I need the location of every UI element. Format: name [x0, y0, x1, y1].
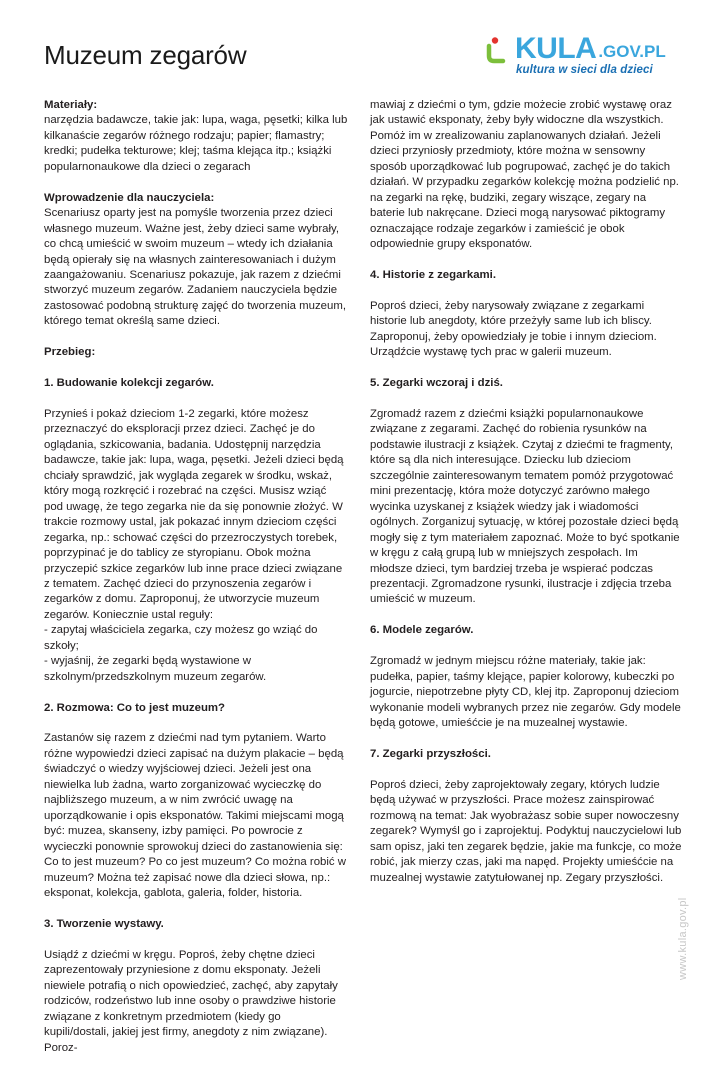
kula-logo[interactable]: [485, 34, 685, 84]
section-1-rule-2: - wyjaśnij, że zegarki będą wystawione w szkolnym/przedszkolnym muzeum zegarów.: [44, 655, 267, 683]
materials-heading: Materiały:: [44, 99, 98, 111]
right-column: [370, 98, 682, 901]
section-5-heading: 5. Zegarki wczoraj i dziś.: [370, 377, 503, 390]
section-6-heading: 6. Modele zegarów.: [370, 624, 474, 637]
page-title: Muzeum zegarów: [44, 40, 247, 70]
intro-heading: Wprowadzenie dla nauczyciela:: [44, 191, 215, 204]
section-4-text: Poproś dzieci, żeby narysowały związane z zegarkami historie lub anegdoty, które przeżyły same lub ich bliscy. Zaproponuj, żeby opowiedziały je tobie i innym dzieciom. Urządźcie wystawę tych prac w galerii muzeum.: [370, 299, 657, 359]
left-column: [44, 98, 348, 1071]
side-url: www.kula.gov.pl: [677, 897, 689, 980]
section-2-heading: 2. Rozmowa: Co to jest muzeum?: [44, 701, 225, 714]
section-7-text: Poproś dzieci, żeby zaprojektowały zegary, których ludzie będą używać w przyszłości. Prace możesz zainspirować rozmową na temat: Jak wyobrażasz sobie super nowoczesny zegarek? Wymyśl go i zaprojektuj. Podyktuj nauczycielowi lub sam opisz, jaki ten zegarek będzie, jakie ma funkcje, co może robić, jak mierzy czas, jaki ma napęd. Projekty umieśćcie na muzealnej wystawie zatytułowanej np. Zegary przyszłości.: [370, 778, 682, 884]
course-heading: Przebieg:: [44, 346, 96, 359]
logo-tagline: kultura w sieci dla dzieci: [516, 64, 653, 76]
section-1-heading: 1. Budowanie kolekcji zegarów.: [44, 377, 214, 390]
materials-text: narzędzia badawcze, takie jak: lupa, waga, pęsetki; kilka lub kilkanaście zegarów różnego rodzaju; papier; flamastry; kredki; pudełka tekturowe; klej; taśma klejąca itp.; książki popularnonaukowe dla dzieci o zegarach: [44, 114, 348, 173]
section-5-text: Zgromadź razem z dziećmi książki popularnonaukowe związane z zegarami. Zachęć do robienia rysunków na podstawie ilustracji z książek. Czytaj z dziećmi te fragmenty, które są dla nich interesujące. Dziecku lub dzieciom szczególnie zainteresowanym tematem pomóż przygotować mini prezentację, która może dotyczyć zarówno małego wycinka uzyskanej z książek wiedzy jak i wiadomości ogólnych. Zorganizuj sytuację, w której pozostałe dzieci będą mogły się z tym materiałem zapoznać. Może to być spotkanie w kręgu z całą grupą lub w mniejszych zespołach. Im młodsze dzieci, tym bardziej trzeba je wspierać podczas prezentacji. Zgromadzone rysunki, ilustracje i zdjęcia trzeba umieścić w muzeum.: [370, 408, 680, 606]
section-3-continued: mawiaj z dziećmi o tym, gdzie możecie zrobić wystawę oraz jak ustawić eksponaty, żeby były widoczne dla wszystkich. Pomóż im w zrealizowaniu zaplanowanych działań. Jeżeli dzieci przyniosły przedmioty, które można w sensowny sposób uporządkować lub pogrupować, zachęć je do takich działań. W przypadku zegarków kolekcję można podzielić np. na zegarki na rękę, budziki, zegary wiszące, zegary na baterie lub nakręcane. Dzieci mogą narysować piktogramy oznaczające rodzaje zegarków i zamieścić je obok odpowiednie grupy eksponatów.: [370, 99, 679, 251]
section-7-heading: 7. Zegarki przyszłości.: [370, 747, 491, 760]
section-3-text: Usiądź z dziećmi w kręgu. Poproś, żeby chętne dzieci zaprezentowały przyniesione z domu eksponaty. Jeżeli niewiele potrafią o nich opowiedzieć, zachęć, aby zapytały rodziców, rodzeństwo lub inne osoby o prawdziwe historie związane z konkretnym przedmiotem (kiedy go kupili/dostali, jakiej jest firmy, anegdoty z nim związane). Poroz-: [44, 948, 338, 1054]
section-1-text: Przynieś i pokaż dzieciom 1-2 zegarki, które możesz przeznaczyć do eksploracji przez dzieci. Zachęć je do oglądania, szkicowania, badania. Udostępnij narzędzia badawcze, takie jak: lupa, waga, pęsetki. Jeżeli dzieci będą chciały sprawdzić, jak wygląda zegarek w środku, wskaż, który mogą rozkręcić i rozebrać na części. Musisz wziąć pod uwagę, że tego zegarka nie da się ponownie złożyć. W trakcie rozmowy ustal, jak pokazać innym dzieciom części zegarka, np.: schować części do przezroczystych torebek, poprzypinać je do tablicy ze styropianu. Obok można przyczepić szkice zegarków lub inne prace dzieci związane z tematem. Zachęć dzieci do przynoszenia zegarów i zegarków z domu. Zaproponuj, że utworzycie muzeum zegarów. Koniecznie ustal reguły:: [44, 408, 344, 621]
section-2-text: Zastanów się razem z dziećmi nad tym pytaniem. Warto różne wypowiedzi dzieci zapisać na dużym plakacie – będą świadczyć o wiedzy wyjściowej dzieci. Jeżeli jest ona niewielka lub żadna, warto zorganizować wycieczkę do najbliższego muzeum, a w nim zwrócić uwagę na uporządkowanie i opis eksponatów. Takimi miejscami mogą być: muzea, skanseny, izby pamięci. Po powrocie z wycieczki ponownie sprowokuj dzieci do zastanowienia się: Co to jest muzeum? Po co jest muzeum? Co można robić w muzeum? Można też zapisać nowe dla dzieci słowa, np.: eksponat, kolekcja, gablota, galeria, folder, historia.: [44, 732, 346, 900]
logo-domain: .GOV.PL: [598, 42, 666, 61]
section-1-rule-1: - zapytaj właściciela zegarka, czy możesz go wziąć do szkoły;: [44, 624, 318, 652]
section-3-heading: 3. Tworzenie wystawy.: [44, 917, 164, 930]
logo-wordmark: KULA: [515, 32, 597, 65]
section-6-text: Zgromadź w jednym miejscu różne materiały, takie jak: pudełka, papier, taśmy klejące, papier kolorowy, kubeczki po jogurcie, niepotrzebne płyty CD, klej itp. Zaproponuj dzieciom wykonanie modeli wybranych przez nie zegarów. Gdy modele będą gotowe, umieśćcie je na muzealnej wystawie.: [370, 655, 681, 730]
intro-text: Scenariusz oparty jest na pomyśle tworzenia przez dzieci własnego muzeum. Ważne jest, żeby dzieci same wybrały, co chcą umieścić w swoim muzeum – wtedy ich działania będą opierały się na własnych zainteresowaniach i dużym zaangażowaniu. Scenariusz pokazuje, jak razem z dziećmi stworzyć muzeum zegarów. Zadaniem nauczyciela będzie zastosować podobną strukturę zajęć do tworzenia muzeum, którego temat określą same dzieci.: [44, 207, 347, 328]
kula-logo-icon: [485, 36, 511, 64]
section-4-heading: 4. Historie z zegarkami.: [370, 268, 496, 281]
